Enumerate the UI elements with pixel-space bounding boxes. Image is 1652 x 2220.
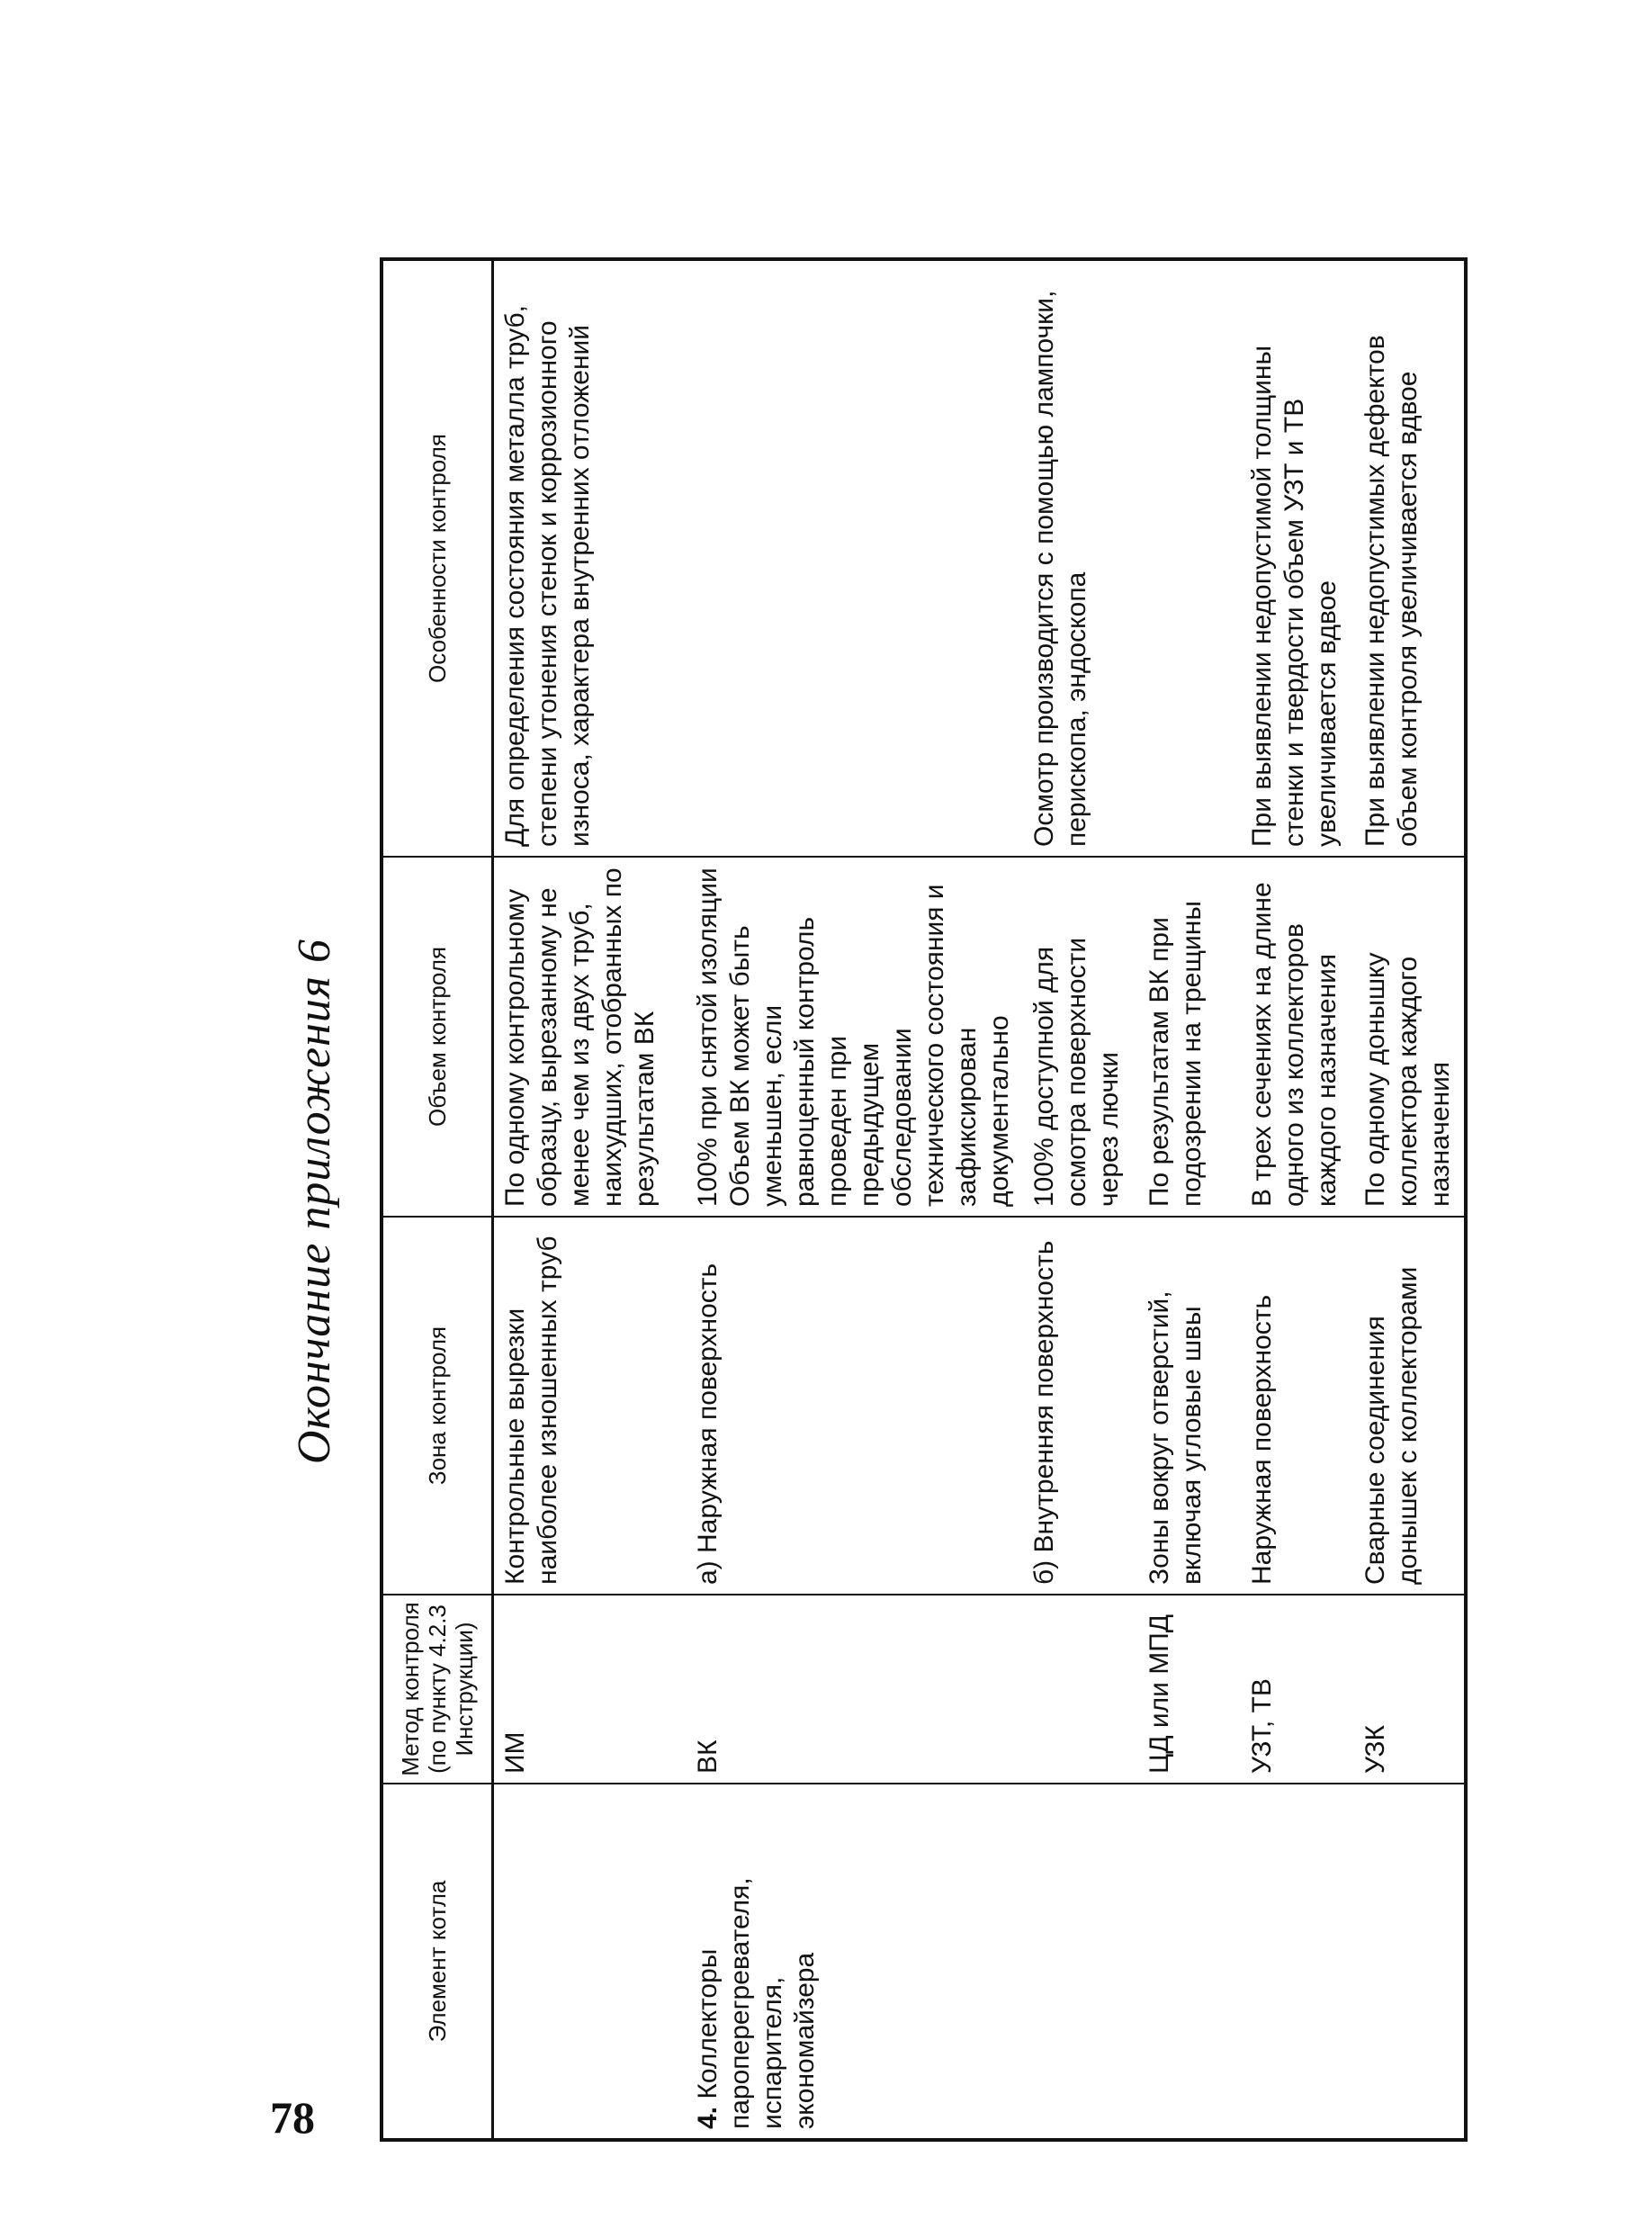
cell-volume: В трех сечениях на длине одного из коллекторов каждого назначения bbox=[1241, 857, 1354, 1217]
header-method: Метод контроля (по пункту 4.2.3 Инструкции) bbox=[382, 1595, 493, 1784]
cell-element bbox=[493, 1784, 687, 2140]
cell-element bbox=[687, 1784, 1023, 2140]
cell-zone: Сварные соединения донышек с коллекторами bbox=[1354, 1217, 1466, 1595]
element-text: Коллекторы пароперегревателя, испарителя, экономайзера bbox=[692, 1877, 820, 2129]
cell-volume: 100% при снятой изоляции Объем ВК может быть уменьшен, если равноценный контроль проведен при предыдущем обследовании технического состояния и зафиксирован документально bbox=[687, 857, 1023, 1217]
cell-volume: По результатам ВК при подозрении на трещины bbox=[1138, 857, 1241, 1217]
cell-zone: а) Наружная поверхность bbox=[687, 1217, 1023, 1595]
table-caption: Окончание приложения 6 bbox=[289, 938, 340, 1465]
page-number: 78 bbox=[270, 2092, 315, 2143]
element-number: 4. bbox=[692, 2106, 723, 2129]
table-row bbox=[1241, 259, 1354, 2140]
cell-method: ИМ bbox=[493, 1595, 687, 1784]
cell-zone: б) Внутренняя поверхность bbox=[1023, 1217, 1138, 1595]
rotated-page-content bbox=[288, 261, 1455, 2142]
cell-method bbox=[1023, 1595, 1138, 1784]
cell-element bbox=[1138, 1784, 1241, 2140]
cell-volume: 100% доступной для осмотра поверхности через лючки bbox=[1023, 857, 1138, 1217]
table-row bbox=[1354, 259, 1466, 2140]
cell-volume: По одному донышку коллектора каждого назначения bbox=[1354, 857, 1466, 1217]
cell-features bbox=[687, 259, 1023, 857]
cell-features: При выявлении недопустимой толщины стенки и твердости объем УЗТ и ТВ увеличивается вдвое bbox=[1241, 259, 1354, 857]
header-volume: Объем контроля bbox=[382, 857, 493, 1217]
table-row bbox=[493, 259, 687, 2140]
cell-zone: Наружная поверхность bbox=[1241, 1217, 1354, 1595]
header-zone: Зона контроля bbox=[382, 1217, 493, 1595]
cell-features bbox=[1138, 259, 1241, 857]
cell-method: УЗТ, ТВ bbox=[1241, 1595, 1354, 1784]
cell-zone: Контрольные вырезки наиболее изношенных труб bbox=[493, 1217, 687, 1595]
header-row bbox=[382, 259, 493, 2140]
cell-zone: Зоны вокруг отверстий, включая угловые швы bbox=[1138, 1217, 1241, 1595]
cell-method: ЦД или МПД bbox=[1138, 1595, 1241, 1784]
control-table bbox=[380, 257, 1468, 2142]
header-features: Особенности контроля bbox=[382, 259, 493, 857]
cell-volume: По одному контрольному образцу, вырезанному не менее чем из двух труб, наихудших, отобранных по результатам ВК bbox=[493, 857, 687, 1217]
table-row bbox=[1138, 259, 1241, 2140]
cell-features: Для определения состояния металла труб, степени утонения стенок и коррозионного износа, характера внутренних отложений bbox=[493, 259, 687, 857]
cell-features: Осмотр производится с помощью лампочки, перископа, эндоскопа bbox=[1023, 259, 1138, 857]
table-row bbox=[687, 259, 1023, 2140]
cell-method: УЗК bbox=[1354, 1595, 1466, 1784]
cell-features: При выявлении недопустимых дефектов объем контроля увеличивается вдвое bbox=[1354, 259, 1466, 857]
cell-element bbox=[1241, 1784, 1354, 2140]
cell-element bbox=[1023, 1784, 1138, 2140]
table-row bbox=[1023, 259, 1138, 2140]
header-element: Элемент котла bbox=[382, 1784, 493, 2140]
cell-method: ВК bbox=[687, 1595, 1023, 1784]
cell-element bbox=[1354, 1784, 1466, 2140]
